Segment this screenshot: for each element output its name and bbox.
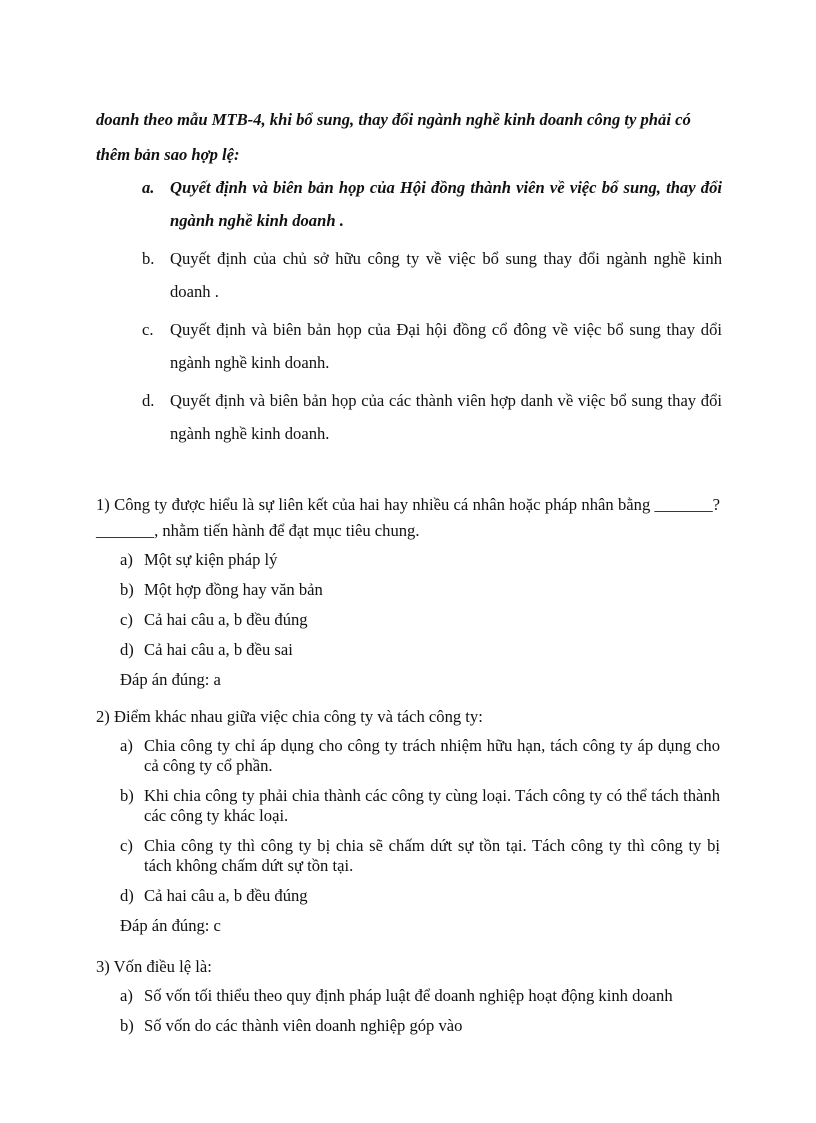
option-label: c. <box>142 320 154 339</box>
option-text: Số vốn do các thành viên doanh nghiệp góp vào <box>144 1016 463 1035</box>
answer-line: Đáp án đúng: a <box>120 670 221 689</box>
question-3 <box>96 954 720 1046</box>
option-label: a) <box>120 550 133 569</box>
option-b <box>120 1016 720 1036</box>
option-label: a) <box>120 736 133 755</box>
option-label: d. <box>142 391 155 410</box>
option-label: b) <box>120 1016 134 1035</box>
intro-option-a <box>142 171 722 237</box>
intro-options <box>142 171 722 455</box>
option-text: Chia công ty thì công ty bị chia sẽ chấm dứt sự tồn tại. Tách công ty thì công ty bị tách không chấm dứt sự tồn tại. <box>144 836 720 875</box>
option-text: Một hợp đồng hay văn bản <box>144 580 323 599</box>
question-text: 1) Công ty được hiểu là sự liên kết của hai hay nhiều cá nhân hoặc pháp nhân bằng _______?_______, nhằm tiến hành để đạt mục tiêu chung. <box>96 495 720 540</box>
option-text: Một sự kiện pháp lý <box>144 550 278 569</box>
option-label: c) <box>120 836 133 855</box>
option-text: Quyết định của chủ sở hữu công ty về việc bổ sung thay đổi ngành nghề kinh doanh . <box>170 249 722 301</box>
option-text: Cả hai câu a, b đều sai <box>144 640 293 659</box>
answer-line: Đáp án đúng: c <box>120 916 221 935</box>
question-options <box>120 736 720 906</box>
option-label: d) <box>120 886 134 905</box>
option-label: b) <box>120 786 134 805</box>
option-d <box>120 640 720 660</box>
option-a <box>120 986 720 1006</box>
option-text: Quyết định và biên bản họp của Hội đồng thành viên về việc bổ sung, thay đổi ngành nghề kinh doanh . <box>170 178 722 230</box>
question-1 <box>96 492 720 700</box>
option-label: b. <box>142 249 155 268</box>
option-text: Cả hai câu a, b đều đúng <box>144 886 308 905</box>
option-text: Số vốn tối thiểu theo quy định pháp luật để doanh nghiệp hoạt động kinh doanh <box>144 986 673 1005</box>
intro-option-b <box>142 242 722 308</box>
option-a <box>120 736 720 776</box>
intro-option-c <box>142 313 722 379</box>
intro-option-d <box>142 384 722 450</box>
question-2 <box>96 704 720 946</box>
option-text: Chia công ty chỉ áp dụng cho công ty trách nhiệm hữu hạn, tách công ty áp dụng cho cả công ty cổ phần. <box>144 736 720 775</box>
option-text: Khi chia công ty phải chia thành các công ty cùng loại. Tách công ty có thể tách thành các công ty khác loại. <box>144 786 720 825</box>
option-text: Quyết định và biên bản họp của các thành viên hợp danh về việc bổ sung thay đổi ngành nghề kinh doanh. <box>170 391 722 443</box>
option-text: Quyết định và biên bản họp của Đại hội đồng cổ đông về việc bổ sung thay dổi ngành nghề kinh doanh. <box>170 320 722 372</box>
question-text: 2) Điểm khác nhau giữa việc chia công ty và tách công ty: <box>96 707 483 726</box>
option-a <box>120 550 720 570</box>
option-c <box>120 836 720 876</box>
option-b <box>120 580 720 600</box>
option-c <box>120 610 720 630</box>
option-label: a) <box>120 986 133 1005</box>
question-options <box>120 550 720 660</box>
option-label: d) <box>120 640 134 659</box>
question-text: 3) Vốn điều lệ là: <box>96 957 212 976</box>
option-text: Cả hai câu a, b đều đúng <box>144 610 308 629</box>
option-label: c) <box>120 610 133 629</box>
option-label: a. <box>142 178 155 197</box>
option-b <box>120 786 720 826</box>
intro-paragraph: doanh theo mẫu MTB-4, khi bổ sung, thay đổi ngành nghề kinh doanh công ty phải có thêm bản sao hợp lệ: <box>96 110 691 164</box>
option-d <box>120 886 720 906</box>
question-options <box>120 986 720 1036</box>
option-label: b) <box>120 580 134 599</box>
